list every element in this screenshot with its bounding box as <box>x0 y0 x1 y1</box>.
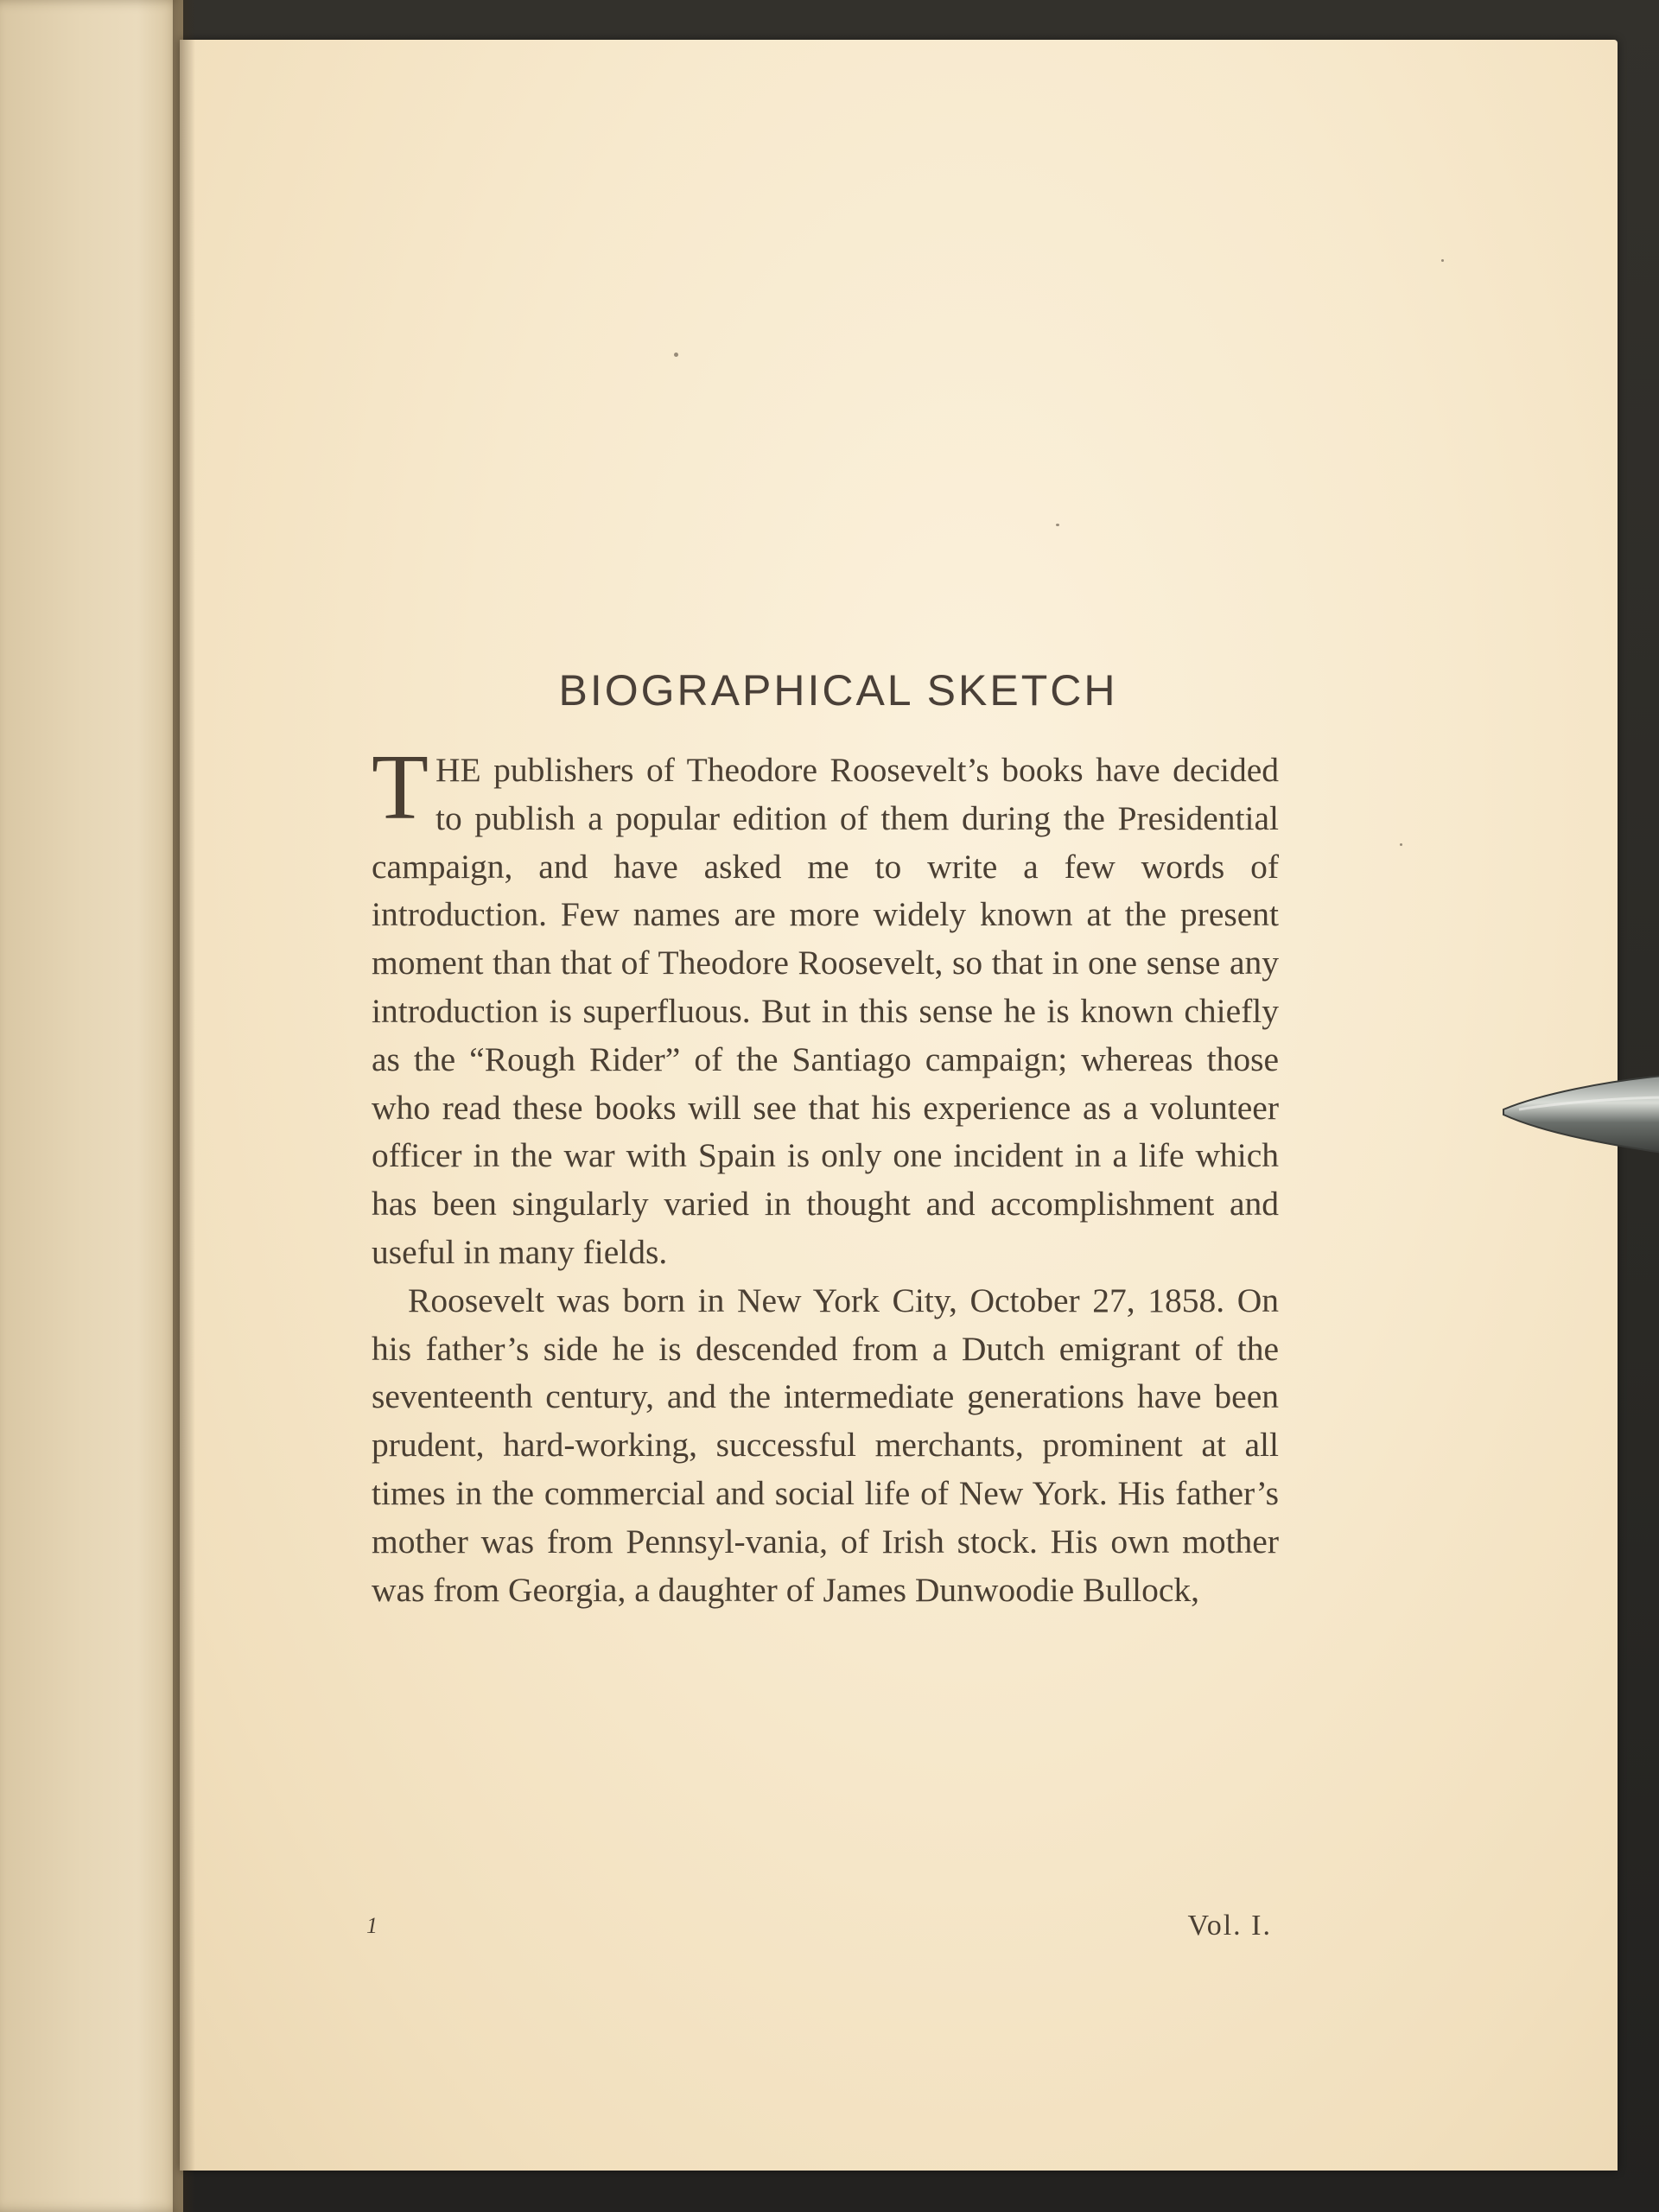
paper-speck <box>1441 259 1444 262</box>
signature-mark: 1 <box>366 1913 378 1938</box>
page-title: BIOGRAPHICAL SKETCH <box>558 666 1118 715</box>
paragraph-birth: Roosevelt was born in New York City, October 27, 1858. On his father’s side he is descended from a Dutch emigrant of the seventeenth century, and the intermediate generations have been prudent, hard-working, successful merchants, prominent at all times in the commercial and social life of New York. His father’s mother was from Pennsyl-vania, of Irish stock. His own mother was from Georgia, a daughter of James Dunwoodie Bullock, <box>372 1281 1279 1609</box>
volume-label: Vol. I. <box>1187 1910 1272 1942</box>
paper-speck <box>1056 524 1059 526</box>
page-text-block <box>372 665 1279 1614</box>
page-gutter-shadow <box>173 0 195 2212</box>
paragraph-intro <box>372 736 1279 1277</box>
paper-speck <box>1400 843 1402 846</box>
paper-speck <box>674 353 678 357</box>
left-facing-page <box>0 0 183 2212</box>
paragraph-intro-text: HE publishers of Theodore Roosevelt’s books have decided to publish a popular edition of them during the Presidential campaign, and have asked me to write a few words of introduction. Few names are more widely known at the present moment than that of Theodore Roosevelt, so that in one sense any introduction is superfluous. But in this sense he is known chiefly as the “Rough Rider” of the Santiago campaign; whereas those who read these books will see that his experience as a volunteer officer in the war with Spain is only one incident in a life which has been singularly varied in thought and accomplishment and useful in many fields. <box>372 751 1279 1271</box>
drop-cap: T <box>372 736 429 839</box>
metal-page-clip-icon <box>1502 1071 1659 1166</box>
